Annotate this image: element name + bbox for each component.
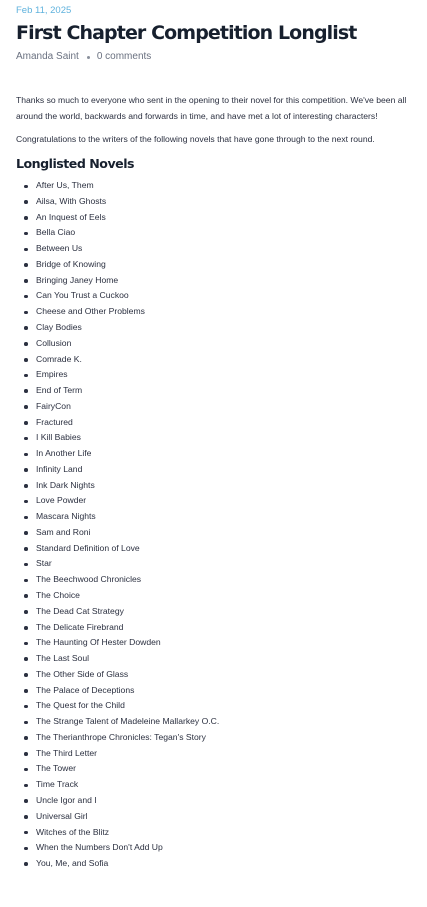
list-item: Time Track bbox=[24, 777, 412, 793]
list-item: Witches of the Blitz bbox=[24, 825, 412, 841]
list-item: End of Term bbox=[24, 383, 412, 399]
meta-separator-dot bbox=[87, 56, 90, 59]
intro-paragraph-2: Congratulations to the writers of the following novels that have gone through to the next round. bbox=[16, 134, 375, 145]
post-date: Feb 11, 2025 bbox=[16, 5, 72, 16]
list-item: Ailsa, With Ghosts bbox=[24, 194, 412, 210]
list-item: The Beechwood Chronicles bbox=[24, 572, 412, 588]
list-item: The Choice bbox=[24, 588, 412, 604]
list-item: Between Us bbox=[24, 241, 412, 257]
list-item: The Dead Cat Strategy bbox=[24, 604, 412, 620]
list-item: An Inquest of Eels bbox=[24, 210, 412, 226]
list-item: The Other Side of Glass bbox=[24, 667, 412, 683]
list-item: Can You Trust a Cuckoo bbox=[24, 288, 412, 304]
list-item: The Haunting Of Hester Dowden bbox=[24, 635, 412, 651]
list-item: Cheese and Other Problems bbox=[24, 304, 412, 320]
list-item: You, Me, and Sofia bbox=[24, 856, 412, 872]
list-item: The Tower bbox=[24, 761, 412, 777]
list-item: Love Powder bbox=[24, 493, 412, 509]
longlist-heading: Longlisted Novels bbox=[16, 156, 135, 172]
post-meta bbox=[16, 50, 412, 64]
list-item: Sam and Roni bbox=[24, 525, 412, 541]
comments-link[interactable]: 0 comments bbox=[96, 51, 152, 62]
list-item: Universal Girl bbox=[24, 809, 412, 825]
list-item: The Therianthrope Chronicles: Tegan's Story bbox=[24, 730, 412, 746]
post-intro bbox=[16, 93, 412, 148]
list-item: Star bbox=[24, 556, 412, 572]
list-item: Infinity Land bbox=[24, 462, 412, 478]
list-item: After Us, Them bbox=[24, 178, 412, 194]
list-item: The Third Letter bbox=[24, 746, 412, 762]
author-link[interactable]: Amanda Saint bbox=[16, 51, 79, 62]
list-item: The Delicate Firebrand bbox=[24, 620, 412, 636]
list-item: The Palace of Deceptions bbox=[24, 683, 412, 699]
list-item: Bringing Janey Home bbox=[24, 273, 412, 289]
intro-paragraph-1: Thanks so much to everyone who sent in the opening to their novel for this competition. We've been all around the world, backwards and forwards in time, and have met a lot of interesting characters! bbox=[16, 95, 407, 121]
list-item: Collusion bbox=[24, 336, 412, 352]
list-item: When the Numbers Don't Add Up bbox=[24, 840, 412, 856]
list-item: Ink Dark Nights bbox=[24, 478, 412, 494]
list-item: I Kill Babies bbox=[24, 430, 412, 446]
list-item: Clay Bodies bbox=[24, 320, 412, 336]
list-item: Empires bbox=[24, 367, 412, 383]
list-item: Fractured bbox=[24, 415, 412, 431]
list-item: Uncle Igor and I bbox=[24, 793, 412, 809]
list-item: Mascara Nights bbox=[24, 509, 412, 525]
list-item: Comrade K. bbox=[24, 352, 412, 368]
list-item: Bridge of Knowing bbox=[24, 257, 412, 273]
list-item: Standard Definition of Love bbox=[24, 541, 412, 557]
list-item: The Last Soul bbox=[24, 651, 412, 667]
list-item: FairyCon bbox=[24, 399, 412, 415]
list-item: The Strange Talent of Madeleine Mallarkey O.C. bbox=[24, 714, 412, 730]
list-item: The Quest for the Child bbox=[24, 698, 412, 714]
post-title: First Chapter Competition Longlist bbox=[16, 22, 357, 44]
list-item: In Another Life bbox=[24, 446, 412, 462]
longlist bbox=[16, 178, 412, 872]
list-item: Bella Ciao bbox=[24, 225, 412, 241]
